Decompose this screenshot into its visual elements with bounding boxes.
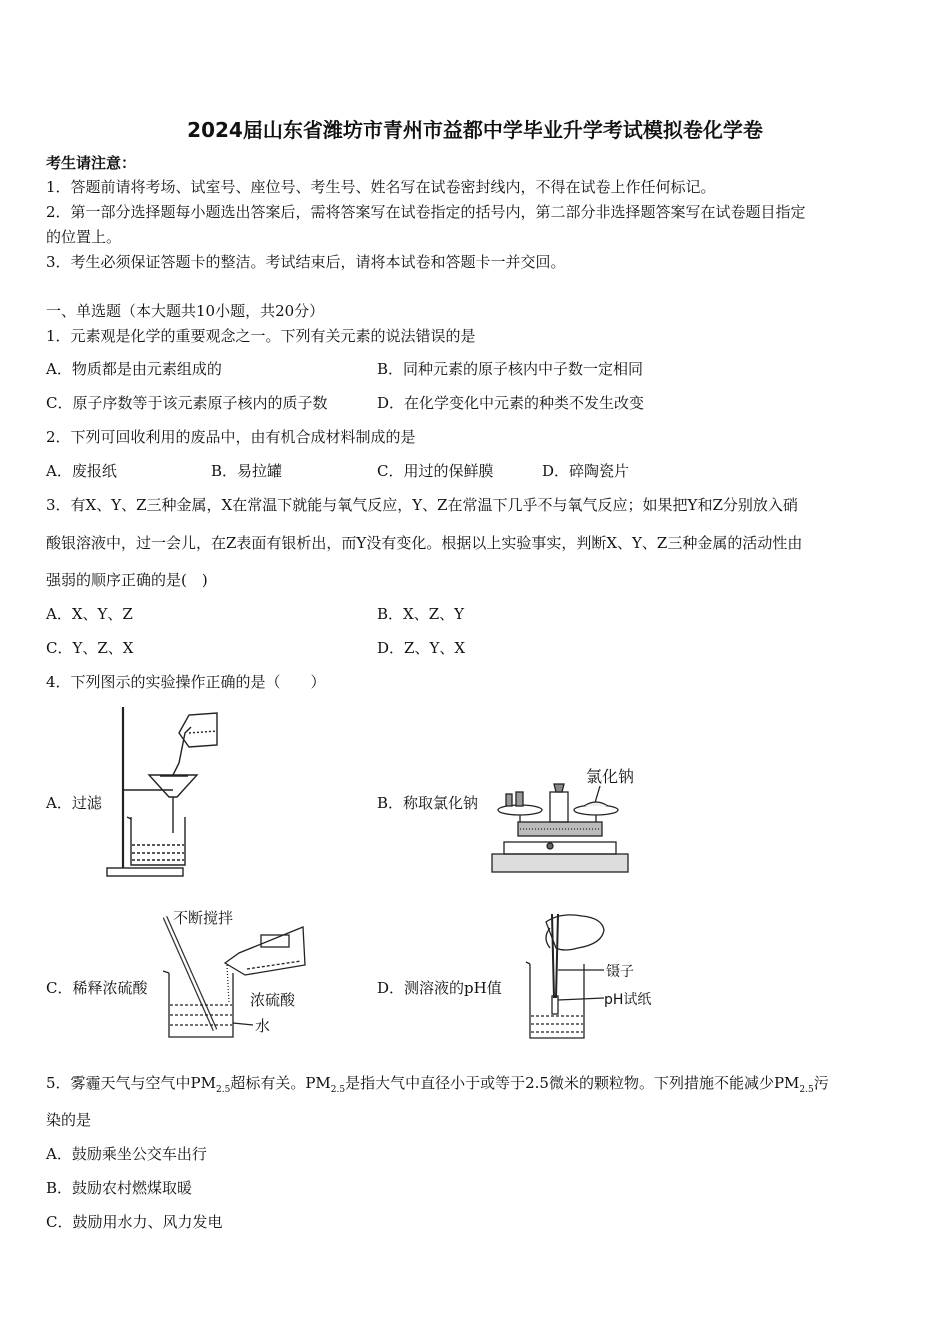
q2-option-b: B．易拉罐 <box>211 462 283 480</box>
dilution-figure <box>155 905 320 1045</box>
q1-option-a: A．物质都是由元素组成的 <box>46 360 222 378</box>
q4-option-b: B．称取氯化钠 <box>377 794 479 812</box>
fig-d-label-ph-paper: pH试纸 <box>604 992 652 1008</box>
q2-option-c: C．用过的保鲜膜 <box>377 462 494 480</box>
q4-stem: 4．下列图示的实验操作正确的是（ ） <box>46 673 326 691</box>
q3-option-c: C．Y、Z、X <box>46 639 134 657</box>
q4-option-c: C．稀释浓硫酸 <box>46 979 148 997</box>
filtration-figure <box>105 705 225 880</box>
q1-option-c: C．原子序数等于该元素原子核内的质子数 <box>46 394 328 412</box>
q3-stem-line1: 3．有X、Y、Z三种金属，X在常温下就能与氧气反应，Y、Z在常温下几乎不与氧气反应；如果把Y和Z分别放入硝 <box>46 496 798 514</box>
q5-stem-line2: 染的是 <box>46 1111 92 1129</box>
q2-option-d: D．碎陶瓷片 <box>542 462 630 480</box>
q1-option-d: D．在化学变化中元素的种类不发生改变 <box>377 394 645 412</box>
notice-item-2-cont: 的位置上。 <box>46 228 122 246</box>
q2-stem: 2．下列可回收利用的废品中，由有机合成材料制成的是 <box>46 428 416 446</box>
q5-stem-line1: 5．雾霾天气与空气中$PM_{2.5}$超标有关。$PM_{2.5}$是指大气中直径小于或等于2.5微米的颗粒物。下列措施不能减少$PM_{2.5}$污 <box>46 1074 829 1095</box>
ph-test-figure <box>520 908 670 1043</box>
notice-item-2: 2．第一部分选择题每小题选出答案后，需将答案写在试卷指定的括号内，第二部分非选择题答案写在试卷题目指定 <box>46 203 806 221</box>
q3-option-b: B．X、Z、Y <box>377 605 465 623</box>
fig-d-label-tweezers: 镊子 <box>606 964 634 980</box>
q3-stem-line3: 强弱的顺序正确的是( ) <box>46 571 208 589</box>
exam-title: 2024届山东省潍坊市青州市益都中学毕业升学考试模拟卷化学卷 <box>187 118 763 142</box>
fig-c-label-acid: 浓硫酸 <box>250 991 296 1009</box>
fig-b-label: 氯化钠 <box>586 767 635 786</box>
q3-option-d: D．Z、Y、X <box>377 639 466 657</box>
q1-option-b: B．同种元素的原子核内中子数一定相同 <box>377 360 644 378</box>
q3-option-a: A．X、Y、Z <box>46 605 133 623</box>
q5-option-c: C．鼓励用水力、风力发电 <box>46 1213 223 1231</box>
q5-option-b: B．鼓励农村燃煤取暖 <box>46 1179 193 1197</box>
balance-figure <box>490 762 640 880</box>
q5-option-a: A．鼓励乘坐公交车出行 <box>46 1145 207 1163</box>
notice-item-1: 1．答题前请将考场、试室号、座位号、考生号、姓名写在试卷密封线内，不得在试卷上作任何标记。 <box>46 178 716 196</box>
notice-item-3: 3．考生必须保证答题卡的整洁。考试结束后，请将本试卷和答题卡一并交回。 <box>46 253 566 271</box>
fig-c-label-stir: 不断搅拌 <box>173 909 234 927</box>
q4-option-d: D．测溶液的pH值 <box>377 979 502 997</box>
q1-stem: 1．元素观是化学的重要观念之一。下列有关元素的说法错误的是 <box>46 327 476 345</box>
notice-heading: 考生请注意： <box>46 154 137 172</box>
fig-c-label-water: 水 <box>255 1017 271 1035</box>
q3-stem-line2: 酸银溶液中，过一会儿，在Z表面有银析出，而Y没有变化。根据以上实验事实，判断X、Y、Z三种金属的活动性由 <box>46 534 803 552</box>
q4-option-a: A．过滤 <box>46 794 102 812</box>
section-heading: 一、单选题（本大题共10小题，共20分） <box>46 302 325 320</box>
q2-option-a: A．废报纸 <box>46 462 117 480</box>
